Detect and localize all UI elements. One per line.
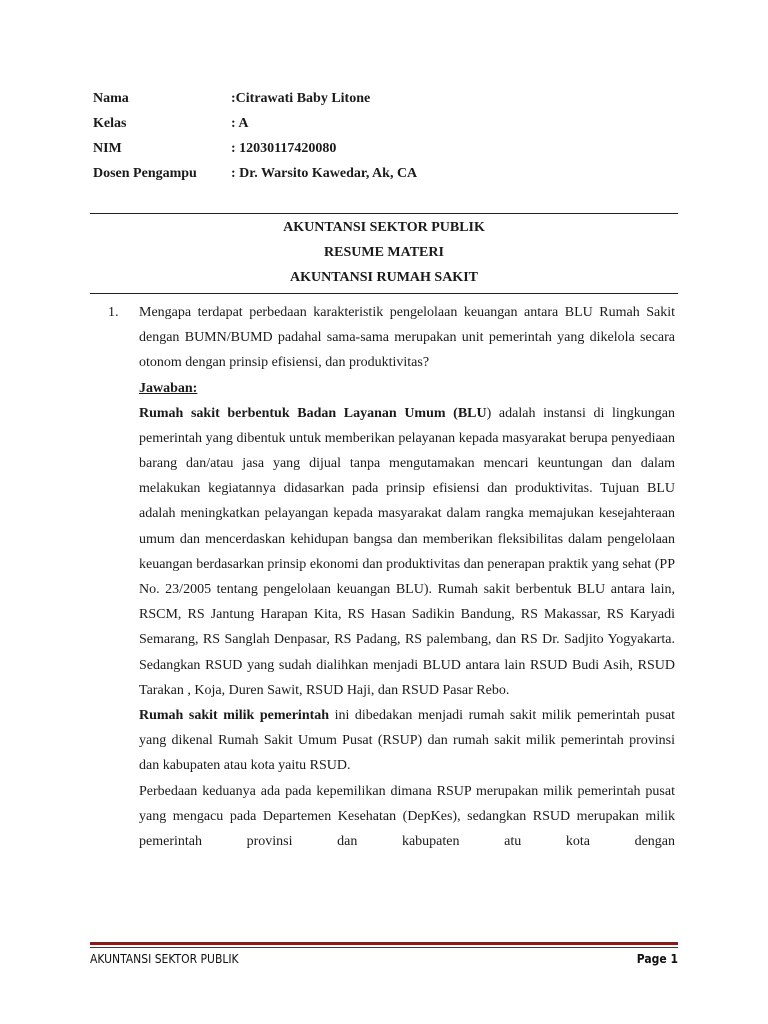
- question-text: Mengapa terdapat perbedaan karakteristik pengelolaan keuangan antara BLU Rumah Sakit dengan BUMN/BUMD padahal sama-sama merupakan unit pemerintah yang dikelola secara otonom dengan prinsip efisiensi, dan produktivitas?: [139, 305, 675, 371]
- info-label: Nama: [93, 90, 129, 106]
- question-number: 1.: [108, 305, 119, 320]
- student-info: [93, 86, 693, 186]
- document-body: [108, 300, 678, 854]
- footer-rule-thin: [90, 947, 678, 948]
- info-label: NIM: [93, 140, 122, 156]
- info-value: : A: [231, 115, 249, 131]
- answer-label: Jawaban:: [139, 380, 198, 396]
- title-course: AKUNTANSI SEKTOR PUBLIK: [283, 220, 485, 235]
- info-value: : Dr. Warsito Kawedar, Ak, CA: [231, 165, 418, 181]
- header-divider-top: [90, 213, 678, 214]
- info-row-dosen: [93, 161, 693, 186]
- header-divider-bottom: [90, 293, 678, 294]
- question-content: [139, 300, 675, 854]
- paragraph-bold-lead: Rumah sakit berbentuk Badan Layanan Umum (BLU: [139, 405, 487, 421]
- title-resume: RESUME MATERI: [324, 245, 444, 260]
- info-label: Kelas: [93, 115, 127, 131]
- page-number: Page 1: [636, 952, 678, 966]
- info-value: : 12030117420080: [231, 140, 337, 156]
- paragraph-text: ini dibedakan menjadi rumah sakit milik pemerintah pusat yang dikenal Rumah Sakit Umum Pusat (RSUP) dan rumah sakit milik pemerintah provinsi dan kabupaten atau kota yaitu RSUD.: [139, 708, 675, 774]
- info-label: Dosen Pengampu: [93, 165, 197, 181]
- question-item: [108, 300, 678, 854]
- info-row-kelas: [93, 111, 693, 136]
- info-row-nim: [93, 136, 693, 161]
- page-footer: [90, 949, 678, 969]
- answer-paragraph-pemerintah: [139, 703, 675, 779]
- answer-paragraph-perbedaan: Perbedaan keduanya ada pada kepemilikan dimana RSUP merupakan milik pemerintah pusat yang mengacu pada Departemen Kesehatan (DepKes), sedangkan RSUD merupakan milik pemerintah provinsi dan kabupaten atu kota dengan: [139, 783, 675, 850]
- paragraph-text: ) adalah instansi di lingkungan pemerintah yang dibentuk untuk memberikan pelayanan kepada masyarakat berupa penyediaan barang dan/atau jasa yang dijual tanpa mengutamakan mencari keuntungan dan dalam melakukan kegiatannya didasarkan pada prinsip efisiensi dan produktivitas. Tujuan BLU adalah meningkatkan pelayangan kepada masyarakat dalam rangka memajukan kesejahteraan umum dan mencerdaskan kehidupan bangsa dan memberikan fleksibilitas dalam pengelolaan keuangan berdasarkan prinsip ekonomi dan produktivitas dan penerapan praktik yang sehat (PP No. 23/2005 tentang pengelolaan keuangan BLU). Rumah sakit berbentuk BLU antara lain, RSCM, RS Jantung Harapan Kita, RS Hasan Sadikin Bandung, RS Makassar, RS Karyadi Semarang, RS Sanglah Denpasar, RS Padang, RS palembang, dan RS Dr. Sadjito Yogyakarta. Sedangkan RSUD yang sudah dialihkan menjadi BLUD antara lain RSUD Budi Asih, RSUD Tarakan , Koja, Duren Sawit, RSUD Haji, dan RSUD Pasar Rebo.: [139, 405, 675, 698]
- title-topic: AKUNTANSI RUMAH SAKIT: [290, 270, 478, 285]
- info-value: :Citrawati Baby Litone: [231, 90, 371, 106]
- answer-paragraph-blu: [139, 401, 675, 703]
- info-row-nama: [93, 86, 693, 111]
- paragraph-bold-lead: Rumah sakit milik pemerintah: [139, 708, 330, 724]
- document-titles: [90, 215, 678, 290]
- footer-rule-thick: [90, 942, 678, 945]
- footer-title: AKUNTANSI SEKTOR PUBLIK: [90, 952, 239, 966]
